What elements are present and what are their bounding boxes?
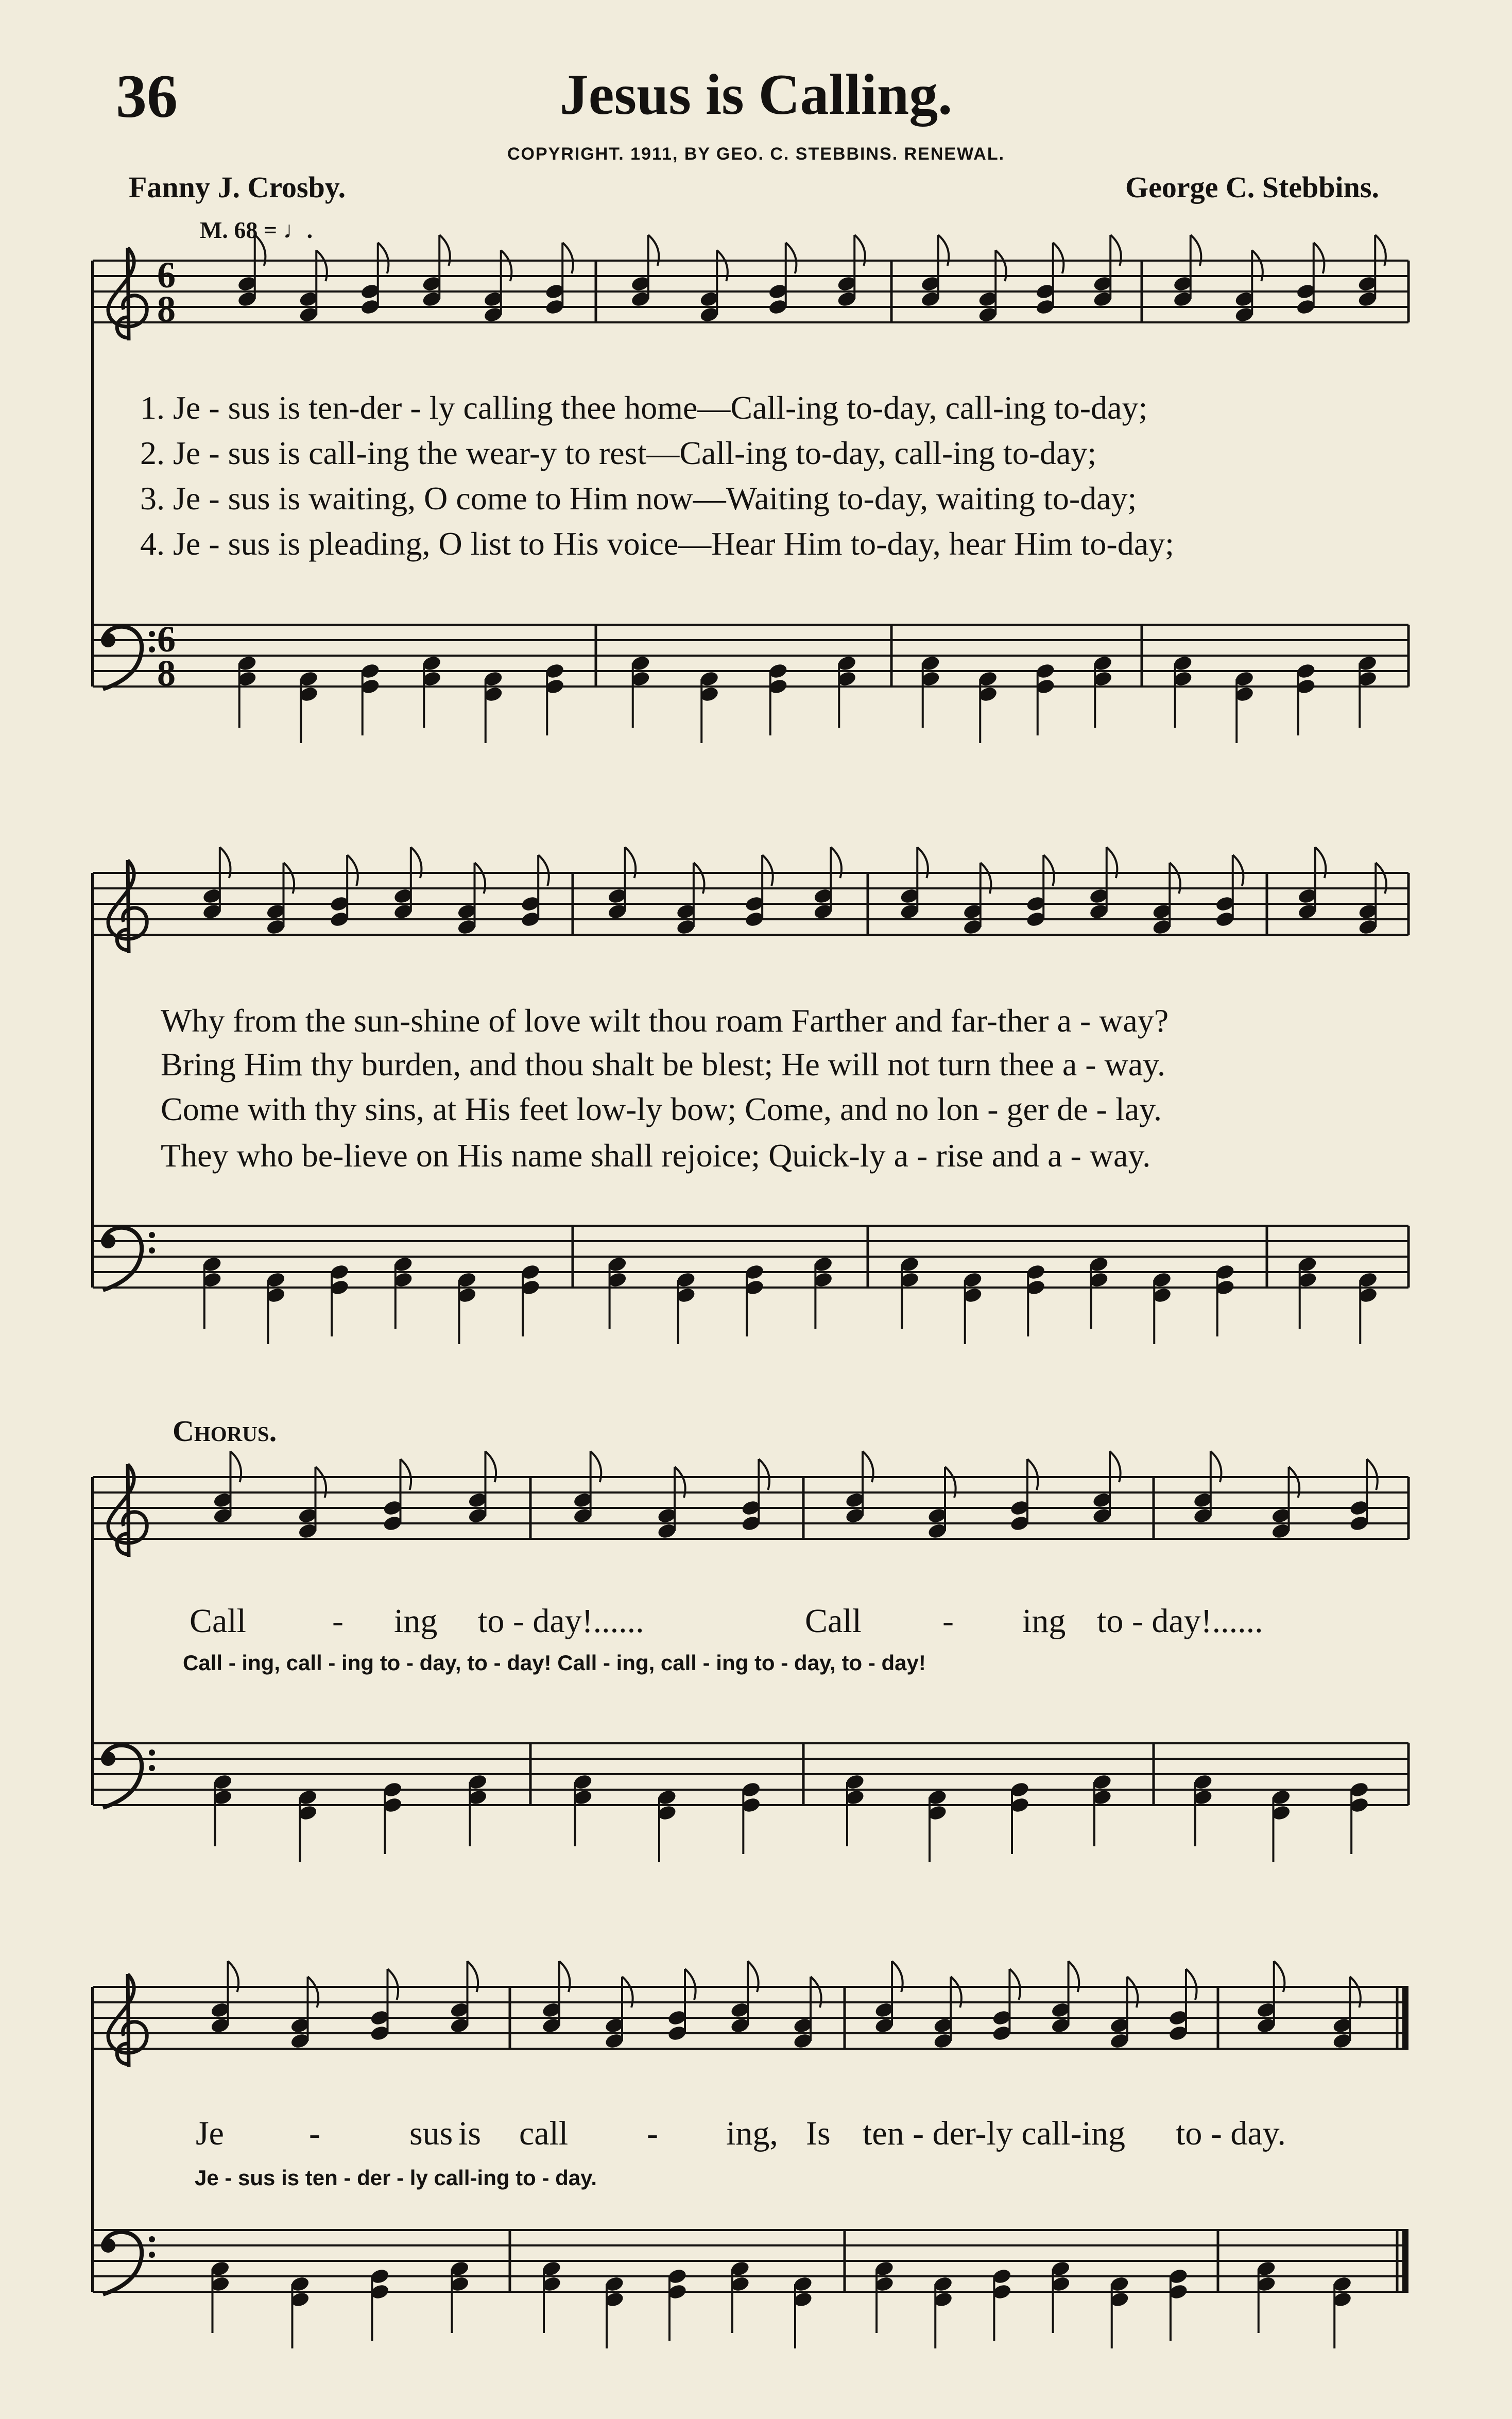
page-number: 36 <box>116 62 178 130</box>
chorus-echo-line-1: Call - ing, call - ing to - day, to - day! Call - ing, call - ing to - day, to - day! <box>183 1651 926 1675</box>
flag <box>347 855 358 886</box>
chorus-word: - <box>647 2115 658 2152</box>
flag <box>388 1969 399 2000</box>
lyricist-credit: Fanny J. Crosby. <box>129 170 346 204</box>
flag <box>1043 855 1054 886</box>
bass-clef-dot <box>149 1749 155 1756</box>
chorus-word: to - day!...... <box>478 1602 644 1640</box>
chorus-word: - <box>942 1602 954 1640</box>
time-signature-top: 6 <box>157 254 176 296</box>
flag <box>1027 1459 1038 1490</box>
final-barline <box>1402 2230 1408 2292</box>
flag <box>1233 855 1244 886</box>
chorus-echo-line-2: Je - sus is ten - der - ly call-ing to - day. <box>195 2166 597 2190</box>
chorus-word: Je <box>196 2115 224 2152</box>
verse-3-line-2: Come with thy sins, at His feet low-ly bow; Come, and no lon - ger de - lay. <box>161 1091 1162 1127</box>
copyright-notice: COPYRIGHT. 1911, BY GEO. C. STEBBINS. RENEWAL. <box>507 144 1005 164</box>
chorus-word: ing <box>394 1602 438 1640</box>
time-signature-bottom: 8 <box>157 653 176 694</box>
time-signature-bottom: 8 <box>157 288 176 330</box>
flag <box>759 1459 769 1490</box>
flag <box>786 243 797 273</box>
chorus-word: to - day!...... <box>1097 1602 1263 1640</box>
verse-2-line-2: Bring Him thy burden, and thou shalt be blest; He will not turn thee a - way. <box>161 1046 1166 1083</box>
chorus-word: Is <box>806 2115 831 2152</box>
flag <box>685 1969 696 2000</box>
tempo-marking: M. 68 = ♩. <box>200 217 313 243</box>
chorus-word: - <box>332 1602 343 1640</box>
chorus-word: call <box>519 2115 569 2152</box>
chorus-label: Chorus. <box>173 1414 277 1448</box>
chorus-word: Call <box>805 1602 862 1640</box>
flag <box>378 243 389 273</box>
verse-4-line-2: They who be-lieve on His name shall rejoice; Quick-ly a - rise and a - way. <box>161 1137 1151 1174</box>
bass-clef-dot <box>149 1247 155 1254</box>
bass-clef-dot <box>149 1765 155 1771</box>
composer-credit: George C. Stebbins. <box>1125 170 1379 204</box>
chorus-word: ing <box>1022 1602 1066 1640</box>
verse-1-line-2: Why from the sun-shine of love wilt thou roam Farther and far-ther a - way? <box>161 1002 1169 1039</box>
flag <box>401 1459 411 1490</box>
chorus-word: - <box>309 2115 320 2152</box>
chorus-word: ten - der-ly call-ing <box>863 2115 1125 2152</box>
bass-clef-dot <box>149 2236 155 2242</box>
chorus-word: Call <box>190 1602 246 1640</box>
chorus-word: sus <box>409 2115 453 2152</box>
flag <box>562 243 573 273</box>
verse-3-line-1: 3. Je - sus is waiting, O come to Him now—Waiting to-day, waiting to-day; <box>140 480 1137 517</box>
final-barline <box>1402 1987 1408 2049</box>
chorus-word: ing, <box>726 2115 778 2152</box>
bass-clef-dot <box>149 2252 155 2258</box>
verse-4-line-1: 4. Je - sus is pleading, O list to His voice—Hear Him to-day, hear Him to-day; <box>140 525 1174 562</box>
bass-clef-dot <box>149 1232 155 1238</box>
verse-1-line-1: 1. Je - sus is ten-der - ly calling thee home—Call-ing to-day, call-ing to-day; <box>140 389 1148 426</box>
flag <box>1053 243 1064 273</box>
flag <box>1314 243 1325 273</box>
chorus-word: is <box>458 2115 482 2152</box>
time-signature-top: 6 <box>157 619 176 660</box>
flag <box>1186 1969 1197 2000</box>
flag <box>1367 1459 1378 1490</box>
bass-clef-dot <box>149 631 155 637</box>
bass-clef-dot <box>149 646 155 653</box>
chorus-word: to - day. <box>1176 2115 1286 2152</box>
flag <box>1009 1969 1020 2000</box>
flag <box>538 855 549 886</box>
verse-2-line-1: 2. Je - sus is call-ing the wear-y to rest—Call-ing to-day, call-ing to-day; <box>140 435 1097 471</box>
flag <box>762 855 773 886</box>
hymn-title: Jesus is Calling. <box>559 63 953 127</box>
